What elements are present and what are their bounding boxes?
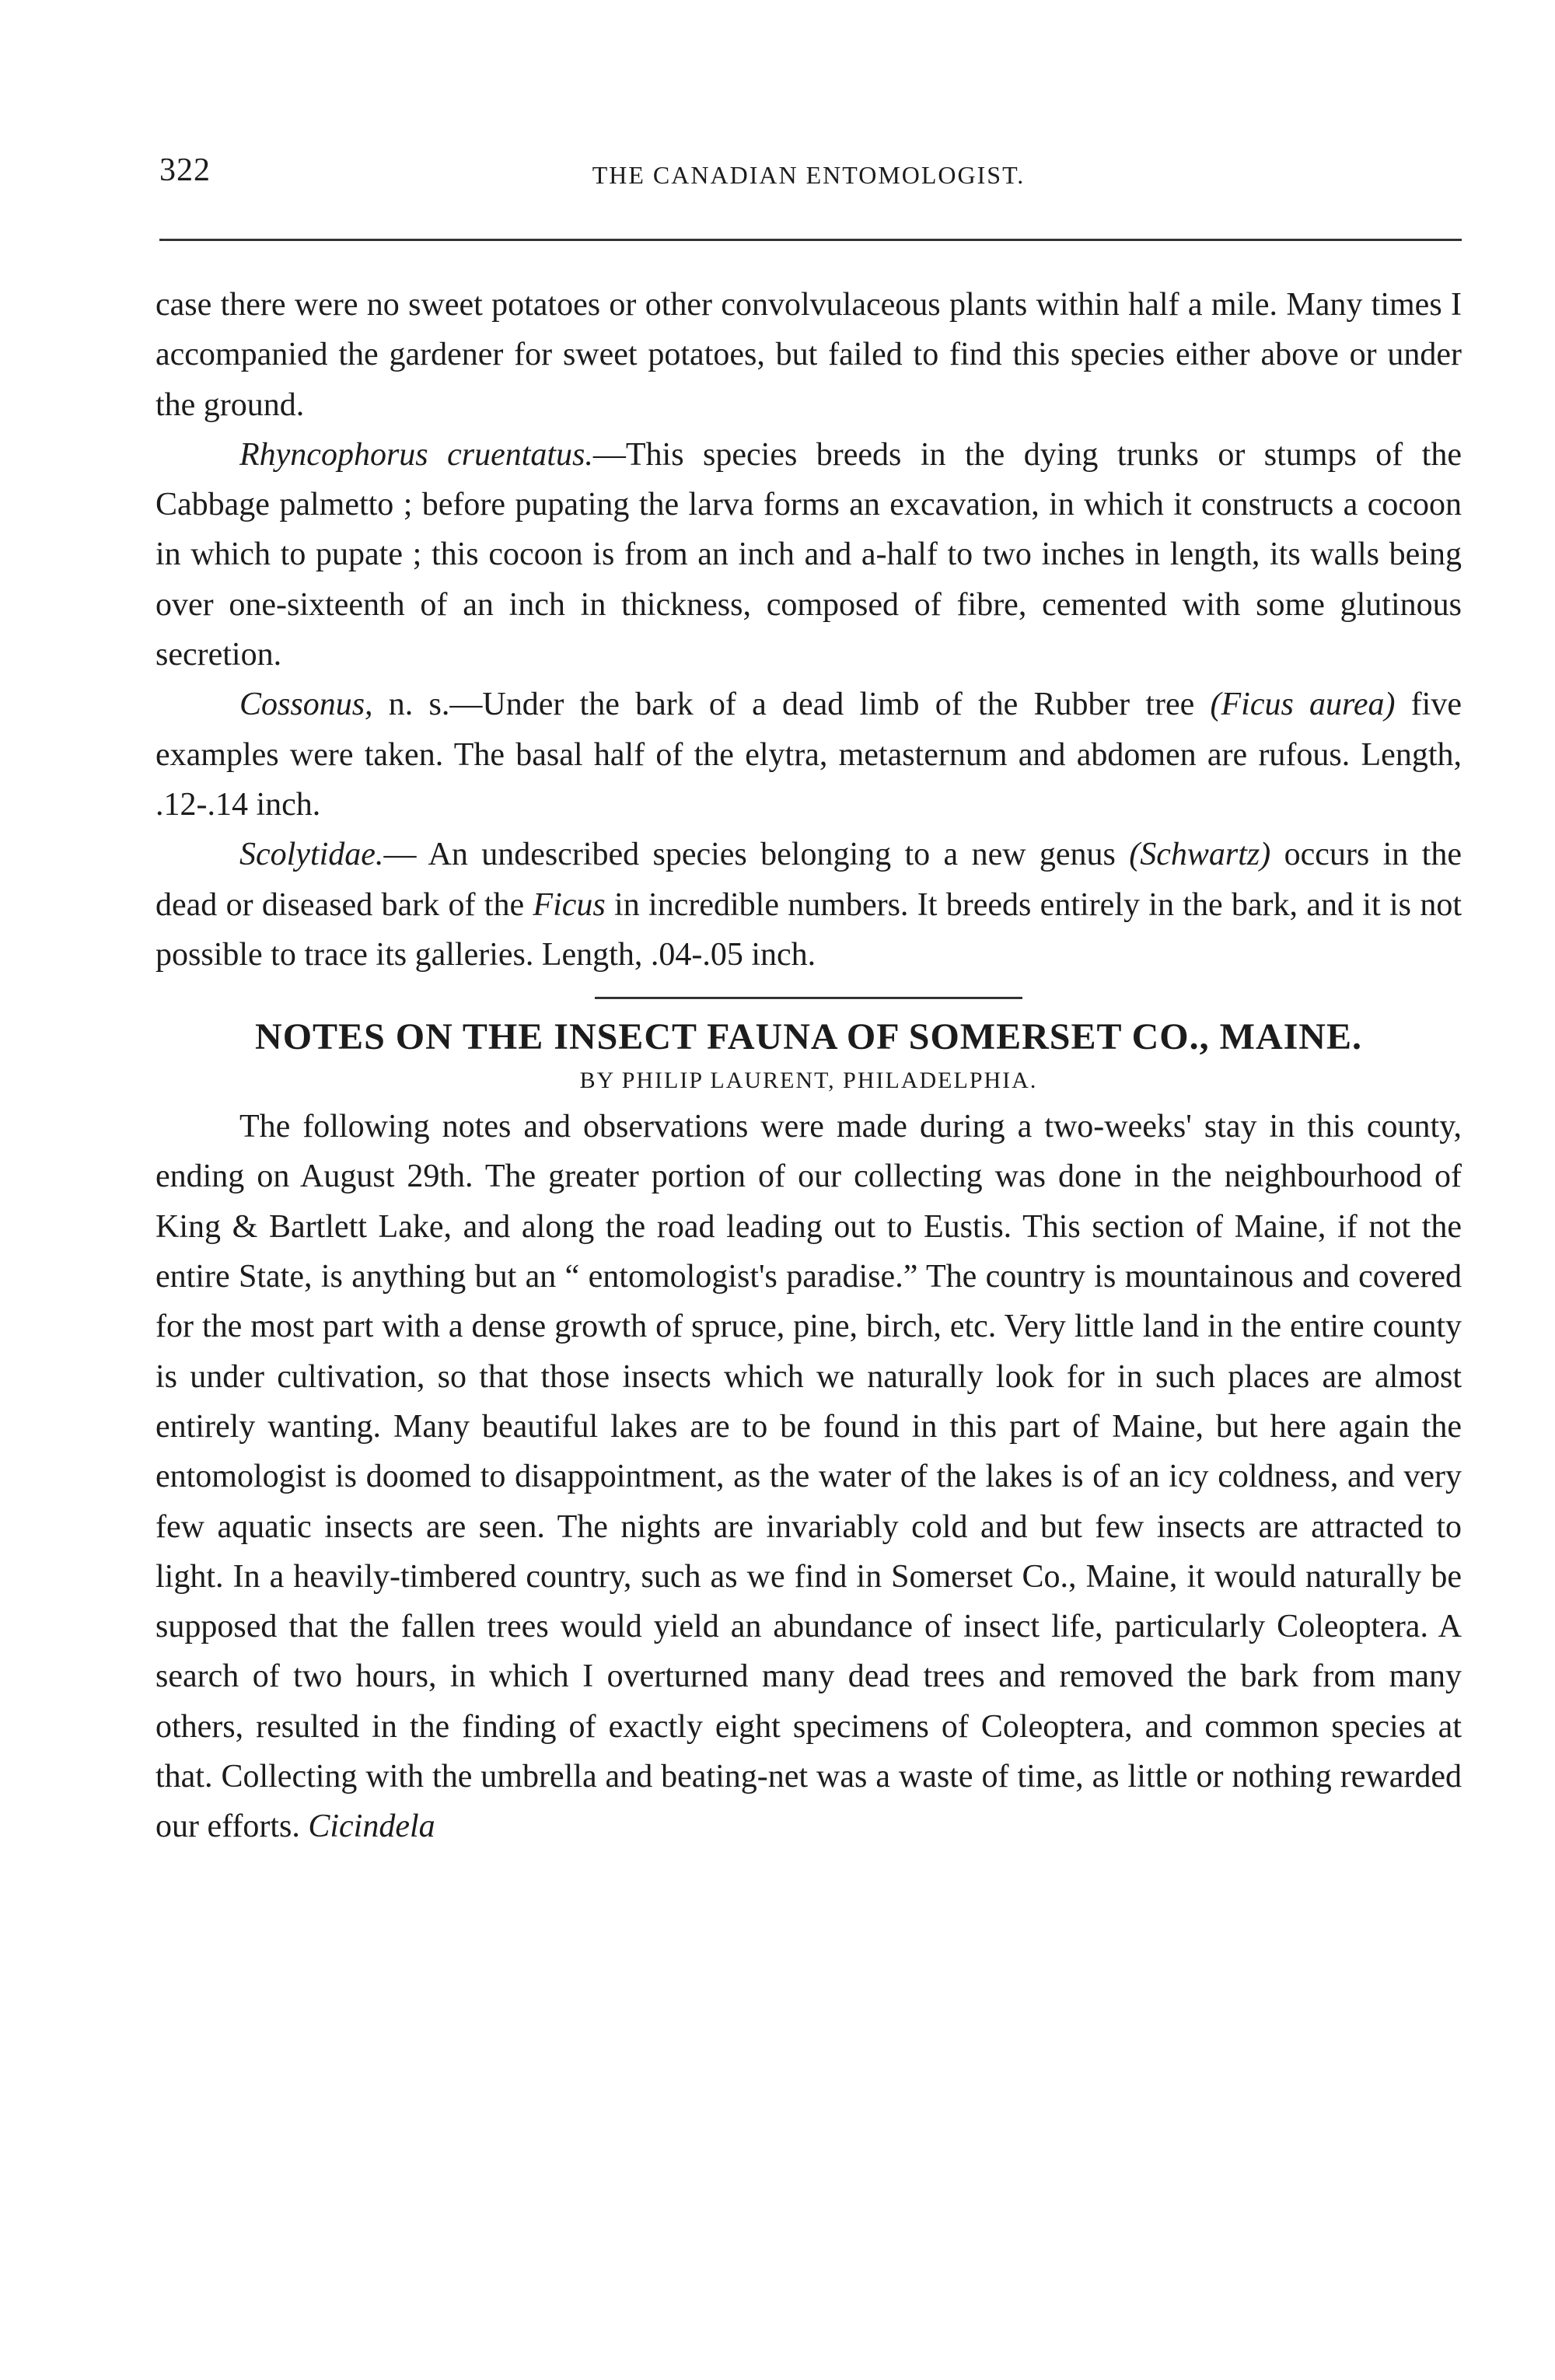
- paragraph-text: The following notes and observations were made during a two-weeks' stay in this county, ending on August 29th. The greater portion of our collecting was done in the neighbourhood of King & Bartlett Lake, and along the road leading out to Eustis. This section of Maine, if not the entire State, is anything but an “ entomologist's paradise.” The country is mountainous and covered for the most part with a dense growth of spruce, pine, birch, etc. Very little land in the entire county is under cultivation, so that those insects which we naturally look for in such places are almost entirely wanting. Many beautiful lakes are to be found in this part of Maine, but here again the entomologist is doomed to disappointment, as the water of the lakes is of an icy coldness, and very few aquatic insects are seen. The nights are invariably cold and but few insects are attracted to light. In a heavily-timbered country, such as we find in Somerset Co., Maine, it would naturally be supposed that the fallen trees would yield an abundance of insect life, particularly Coleoptera. A search of two hours, in which I overturned many dead trees and removed the bark from many others, resulted in the finding of exactly eight specimens of Coleoptera, and common species at that. Collecting with the umbrella and beating-net was a waste of time, as little or nothing rewarded our efforts.: [156, 1109, 1462, 1845]
- family-name: Scolytidae.: [239, 837, 384, 873]
- paragraph-text: occurs in the dead or diseased bark of the: [156, 837, 1462, 923]
- paragraph-rhyncophorus: [156, 430, 1462, 680]
- paragraph-text: five examples were taken. The basal half of the elytra, metasternum and abdomen are rufous. Length, .12-.14 inch.: [156, 687, 1462, 823]
- paragraph-text: in incredible numbers. It breeds entirely in the bark, and it is not possible to trace its galleries. Length, .04-.05 inch.: [156, 886, 1462, 973]
- byline: BY PHILIP LAURENT, PHILADELPHIA.: [579, 1068, 1038, 1094]
- paragraph-cossonus: [156, 680, 1462, 830]
- paragraph-continued: [156, 280, 1462, 430]
- authority-name: (Schwartz): [1129, 837, 1271, 873]
- book-page: [156, 152, 1462, 1845]
- section-heading: NOTES ON THE INSECT FAUNA OF SOMERSET CO., MAINE.: [255, 1016, 1362, 1058]
- paragraph-notes: [156, 1102, 1462, 1851]
- paragraph-text: n. s.—Under the bark of a dead limb of the Rubber tree: [372, 687, 1211, 723]
- genus-name: Cossonus,: [239, 687, 373, 723]
- genus-name: Cicindela: [308, 1809, 435, 1845]
- paragraph-text: — An undescribed species belonging to a new genus: [383, 837, 1130, 873]
- paragraph-scolytidae: [156, 830, 1462, 980]
- header-rule: [159, 239, 1462, 241]
- genus-name: Ficus: [533, 886, 606, 923]
- page-number: 322: [159, 152, 211, 188]
- running-title: THE CANADIAN ENTOMOLOGIST.: [592, 161, 1026, 189]
- page-header: [156, 152, 1462, 206]
- body-text: [156, 280, 1462, 1852]
- paragraph-text: case there were no sweet potatoes or other convolvulaceous plants within half a mile. Many times I accompanied the gardener for sweet potatoes, but failed to find this species either above or under the ground.: [156, 287, 1462, 423]
- section-rule: [595, 997, 1022, 999]
- paragraph-text: —This species breeds in the dying trunks or stumps of the Cabbage palmetto ; before pupating the larva forms an excavation, in which it constructs a cocoon in which to pupate ; this cocoon is from an inch and a-half to two inches in length, its walls being over one-sixteenth of an inch in thickness, composed of fibre, cemented with some glutinous secretion.: [156, 436, 1462, 673]
- species-name: Rhyncophorus cruentatus.: [239, 436, 593, 473]
- species-name: (Ficus aurea): [1210, 687, 1396, 723]
